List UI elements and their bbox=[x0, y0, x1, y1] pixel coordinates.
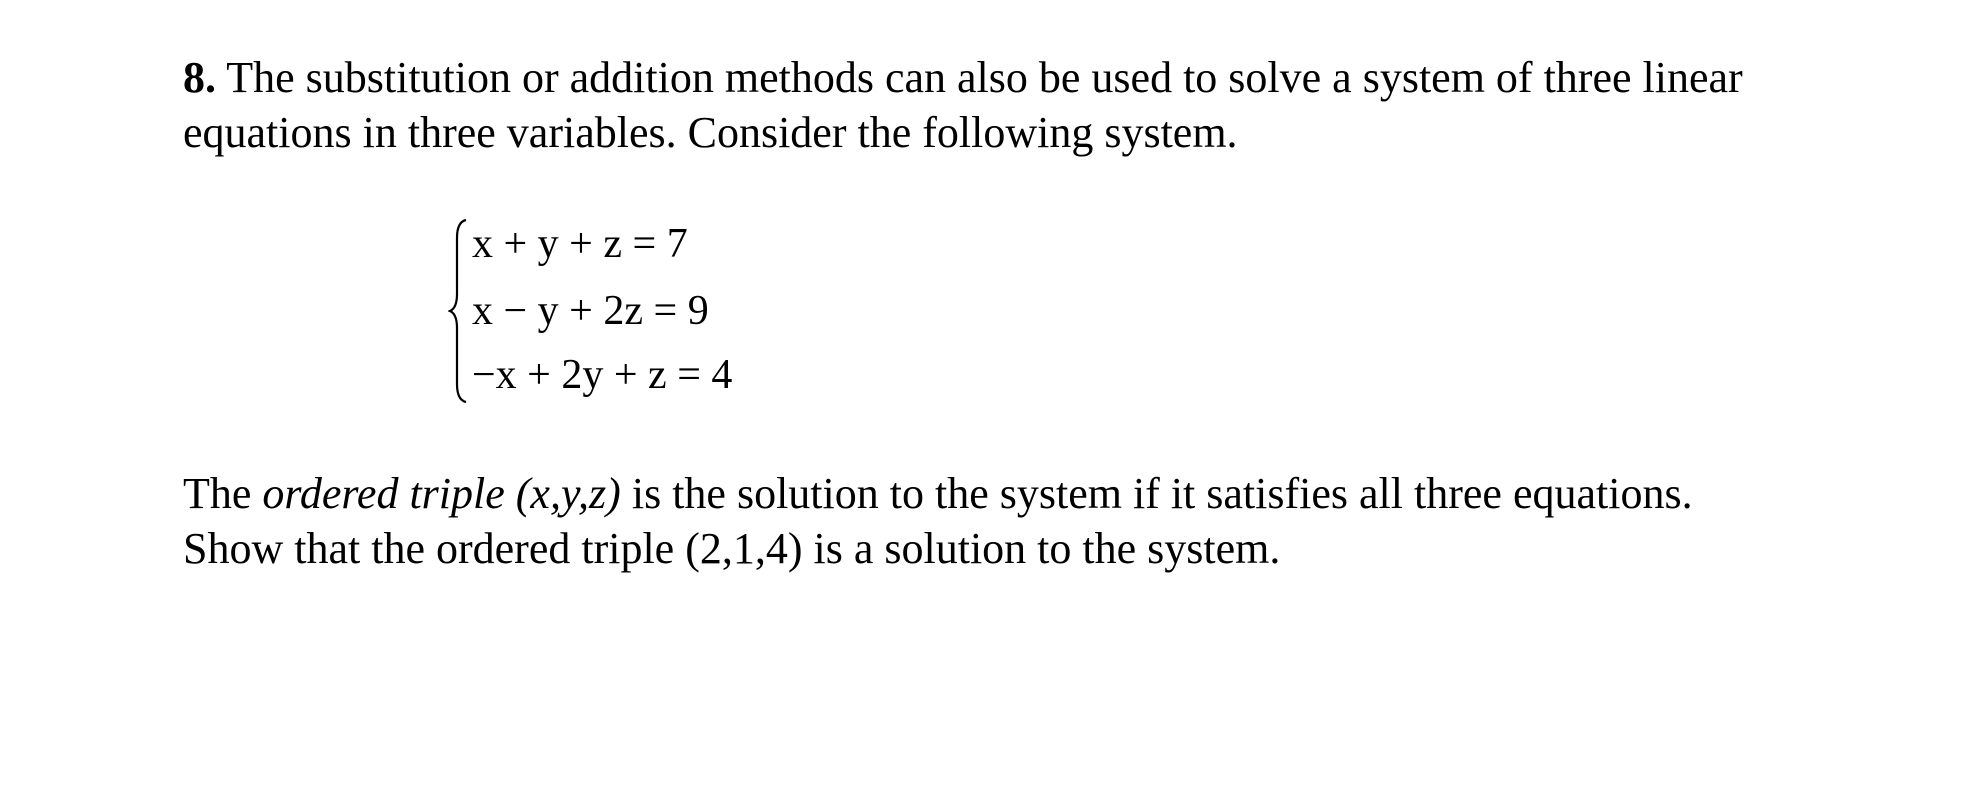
intro-text-1: The substitution or addition methods can also be used to solve a system of three linear bbox=[226, 53, 1743, 102]
equation-2: x − y + 2z = 9 bbox=[472, 288, 709, 334]
ordered-triple-term: ordered triple (x,y,z) bbox=[262, 469, 621, 518]
statement-line-1 bbox=[183, 466, 1903, 521]
problem-number: 8. bbox=[183, 53, 216, 102]
intro-line-2: equations in three variables. Consider the following system. bbox=[183, 108, 1238, 157]
equation-system bbox=[448, 216, 768, 406]
problem-statement bbox=[183, 466, 1903, 576]
left-brace bbox=[448, 216, 470, 406]
statement-part-1: The bbox=[183, 469, 263, 518]
problem-intro bbox=[183, 50, 1903, 160]
statement-line-2: Show that the ordered triple (2,1,4) is a solution to the system. bbox=[183, 524, 1281, 573]
statement-part-2: is the solution to the system if it satisfies all three equations. bbox=[620, 469, 1693, 518]
intro-line-1 bbox=[183, 50, 1903, 105]
equation-3: −x + 2y + z = 4 bbox=[472, 352, 733, 398]
equation-1: x + y + z = 7 bbox=[472, 221, 688, 267]
